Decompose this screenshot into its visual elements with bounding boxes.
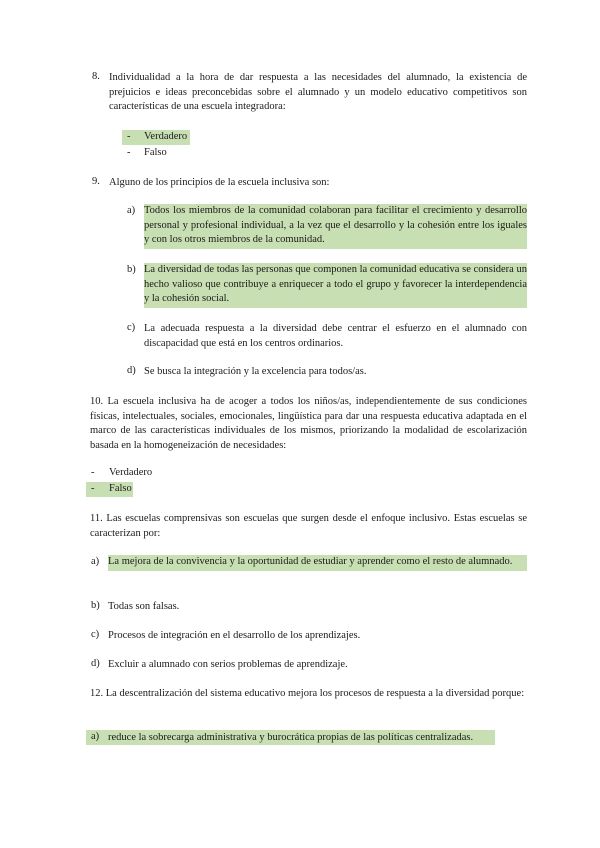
option-correct xyxy=(122,130,190,145)
question-text: 10. La escuela inclusiva ha de acoger a todos los niños/as, independientemente de sus condiciones físicas, intelectuales, sociales, emocionales, lingüística para dar una respuesta educativa adaptada en el marco de las características individuales de los mismos, priorizando la modalidad de escolarización basada en la homogeneización de necesidades: xyxy=(90,396,527,451)
option-correct: reduce la sobrecarga administrativa y burocrática propias de las políticas centralizadas. xyxy=(108,732,474,743)
option: Todas son falsas. xyxy=(108,601,180,612)
option-marker: d) xyxy=(91,658,100,669)
option: Excluir a alumnado con serios problemas de aprendizaje. xyxy=(108,659,348,670)
question-text: Individualidad a la hora de dar respuesta a las necesidades del alumnado, la existencia de prejuicios e ideas preconcebidas sobre el alumnado y un modelo educativo competitivos son características de una escuela integradora: xyxy=(109,72,527,112)
option-marker: - xyxy=(127,147,131,158)
option-marker: c) xyxy=(91,629,100,640)
option-correct xyxy=(86,482,133,497)
option: Procesos de integración en el desarrollo de los aprendizajes. xyxy=(108,630,361,641)
question-number: 8. xyxy=(92,71,100,82)
option-marker: d) xyxy=(127,365,136,376)
option-text: Verdadero xyxy=(144,131,188,142)
option-marker: - xyxy=(127,131,131,142)
option-text: Verdadero xyxy=(109,467,153,478)
option-correct: La diversidad de todas las personas que componen la comunidad educativa se considera un hecho valioso que contribuye a enriquecer a todo el grupo y favorecer la interdependencia y la cohesión social. xyxy=(144,263,527,308)
question-text: 12. La descentralización del sistema educativo mejora los procesos de respuesta a la diversidad porque: xyxy=(90,688,525,699)
option: La adecuada respuesta a la diversidad debe centrar el esfuerzo en el alumnado con discapacidad que está en los centros ordinarios. xyxy=(144,323,527,349)
option-marker: b) xyxy=(127,264,136,275)
question-text: Alguno de los principios de la escuela inclusiva son: xyxy=(109,177,330,188)
option-marker: a) xyxy=(127,205,136,216)
option-marker: a) xyxy=(91,556,100,567)
option-marker: - xyxy=(91,483,95,494)
option-marker: b) xyxy=(91,600,100,611)
option-text: Falso xyxy=(109,483,132,494)
option-marker: c) xyxy=(127,322,136,333)
option-correct: La mejora de la convivencia y la oportunidad de estudiar y aprender como el resto de alumnado. xyxy=(108,555,527,571)
option-text: Falso xyxy=(144,147,167,158)
option-correct: Todos los miembros de la comunidad colaboran para facilitar el crecimiento y desarrollo personal y profesional individual, a la vez que el desarrollo y la cohesión entre los iguales y con los otros miembros de la comunidad. xyxy=(144,204,527,249)
question-number: 9. xyxy=(92,176,100,187)
option-marker: - xyxy=(91,467,95,478)
option: Se busca la integración y la excelencia para todos/as. xyxy=(144,366,367,377)
option-marker: a) xyxy=(91,731,100,742)
question-text: 11. Las escuelas comprensivas son escuelas que surgen desde el enfoque inclusivo. Estas escuelas se caracterizan por: xyxy=(90,513,527,539)
